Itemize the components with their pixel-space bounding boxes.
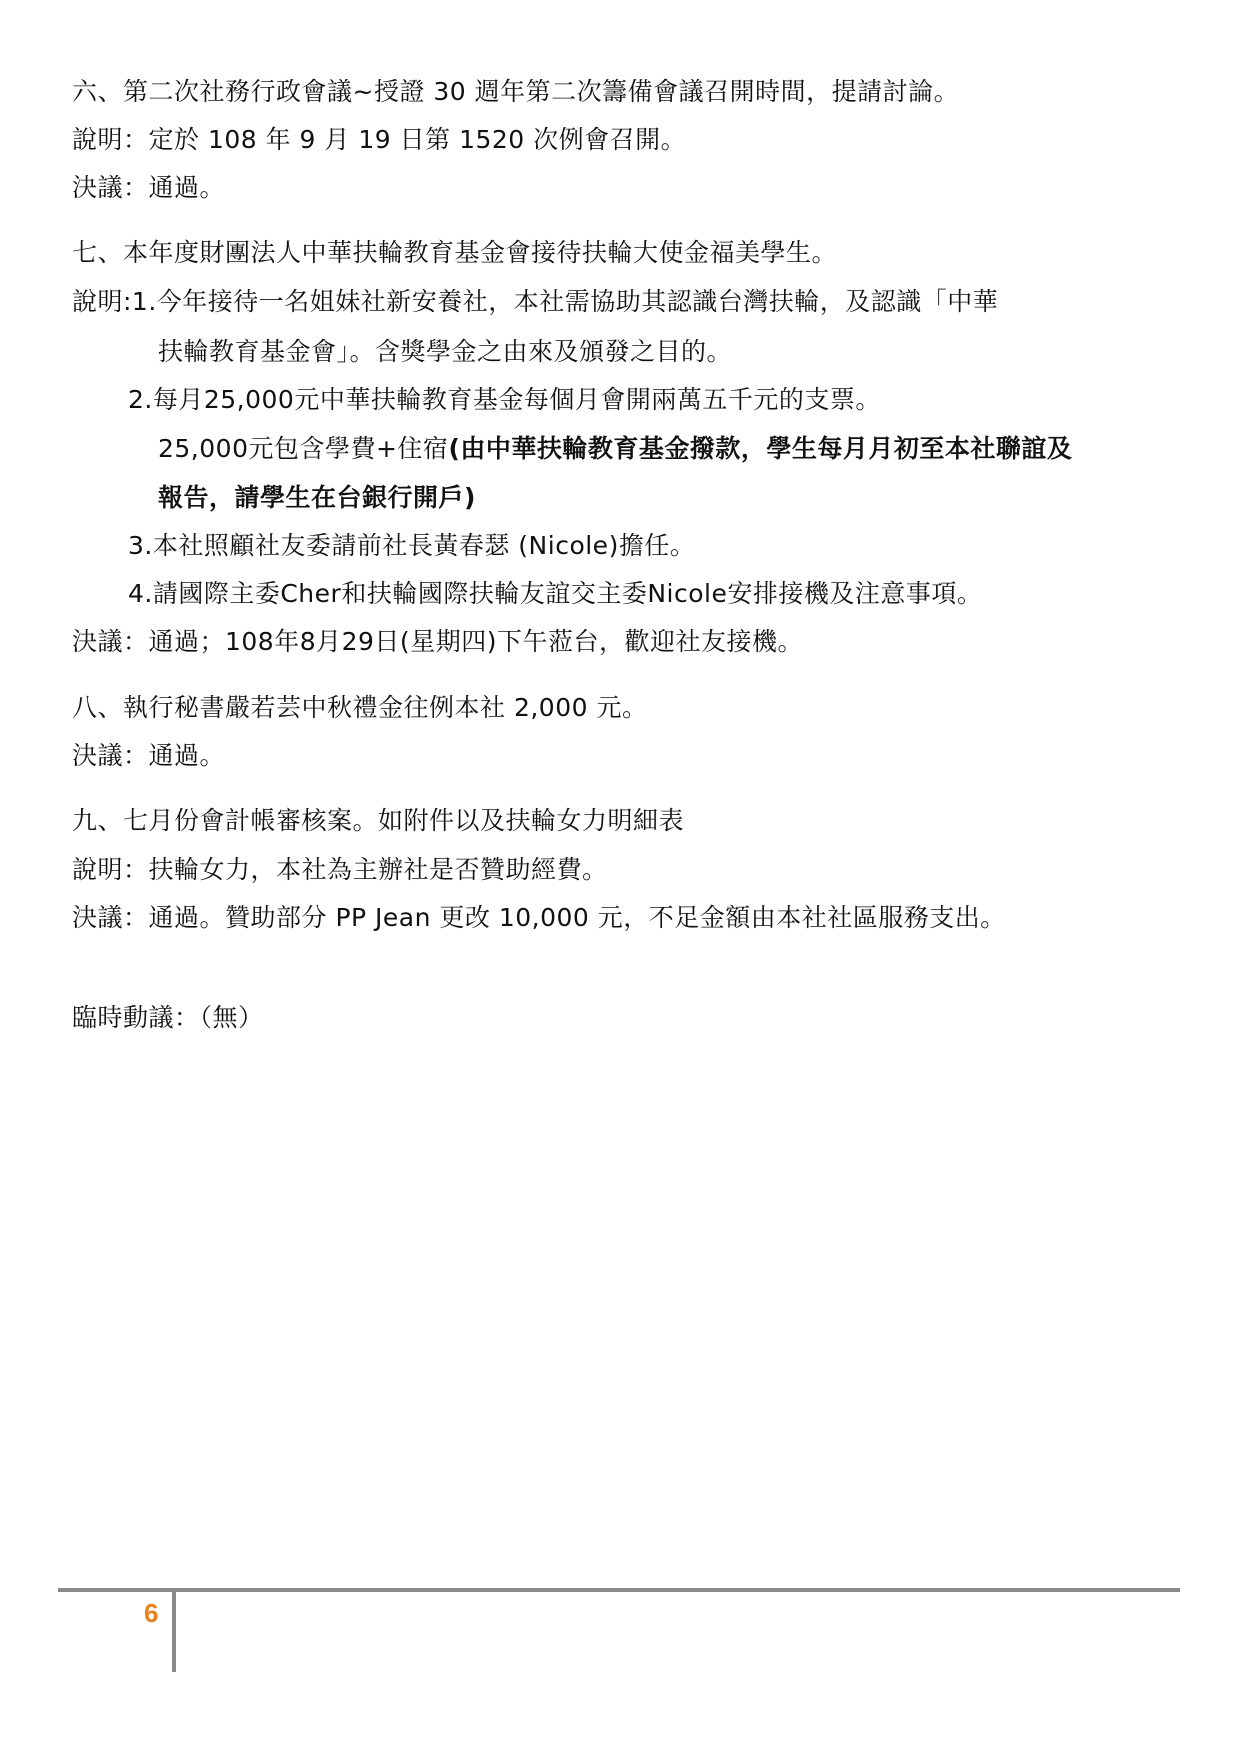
item-six-resolution: 決議：通過。 [72,173,226,202]
footer-horizontal-rule [58,1588,1180,1592]
item-seven-explanation-2c: 報告，請學生在台銀行開戶) [158,483,476,512]
item-six-explanation: 說明：定於 108 年 9 月 19 日第 1520 次例會召開。 [72,125,687,154]
page-number: 6 [144,1598,159,1628]
item-seven-explanation-2b [158,431,1072,467]
footer-vertical-rule [172,1590,176,1672]
item-seven-explanation-4: 4.請國際主委Cher和扶輪國際扶輪友誼交主委Nicole安排接機及注意事項。 [128,579,983,608]
item-seven-explanation-1b: 扶輪教育基金會」。含獎學金之由來及頒發之目的。 [158,337,733,366]
extempore-motion: 臨時動議：（無） [72,1003,264,1032]
item-seven-resolution: 決議：通過；108年8月29日(星期四)下午蒞台，歡迎社友接機。 [72,627,803,656]
item-nine-title: 九、七月份會計帳審核案。如附件以及扶輪女力明細表 [72,806,685,835]
item-eight-title: 八、執行秘書嚴若芸中秋禮金往例本社 2,000 元。 [72,693,648,722]
item-seven-explanation-2b-normal: 25,000元包含學費+住宿 [158,434,449,463]
item-seven-explanation-2a: 2.每月25,000元中華扶輪教育基金每個月會開兩萬五千元的支票。 [128,385,881,414]
item-seven-explanation-3: 3.本社照顧社友委請前社長黃春瑟 (Nicole)擔任。 [128,531,696,560]
item-six-title: 六、第二次社務行政會議~授證 30 週年第二次籌備會議召開時間，提請討論。 [72,77,960,106]
item-nine-resolution: 決議：通過。贊助部分 PP Jean 更改 10,000 元，不足金額由本社社區服務支出。 [72,903,1006,932]
item-seven-title: 七、本年度財團法人中華扶輪教育基金會接待扶輪大使金福美學生。 [72,238,838,267]
item-seven-explanation-1a: 說明:1.今年接待一名姐妹社新安養社，本社需協助其認識台灣扶輪，及認識「中華 [72,287,999,316]
item-nine-explanation: 說明：扶輪女力，本社為主辦社是否贊助經費。 [72,855,608,884]
item-eight-resolution: 決議：通過。 [72,741,226,770]
item-seven-explanation-2b-bold: (由中華扶輪教育基金撥款，學生每月月初至本社聯誼及 [448,434,1073,463]
